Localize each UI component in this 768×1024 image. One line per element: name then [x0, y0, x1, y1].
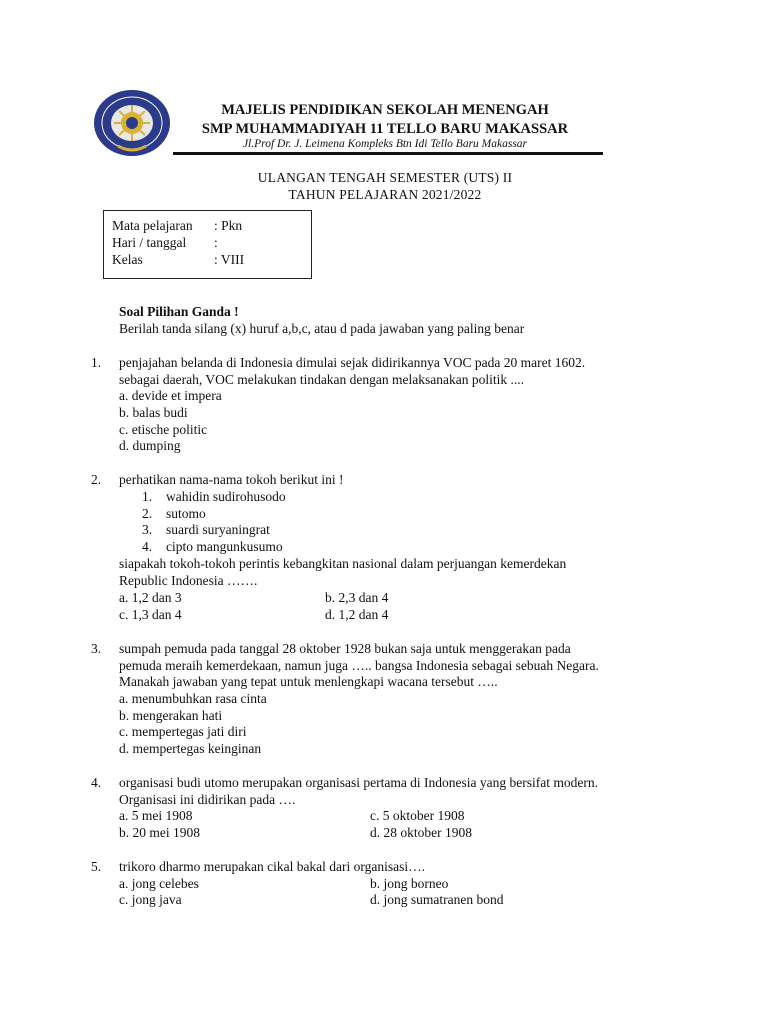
sub-item-number: 1. [142, 489, 153, 504]
answer-option: a. 5 mei 1908 [119, 808, 193, 823]
question-text: Organisasi ini didirikan pada …. [119, 792, 296, 807]
answer-option: d. mempertegas keinginan [119, 741, 262, 756]
question-text: siapakah tokoh-tokoh perintis kebangkitan nasional dalam perjuangan kemerdekan [119, 556, 567, 571]
info-box [103, 210, 312, 279]
question-text: penjajahan belanda di Indonesia dimulai sejak didirikannya VOC pada 20 maret 1602. [119, 355, 586, 370]
question-number: 3. [91, 641, 102, 656]
info-label-subject: Mata pelajaran [112, 218, 193, 233]
org-name: MAJELIS PENDIDIKAN SEKOLAH MENENGAH [221, 102, 549, 118]
answer-option: b. jong borneo [370, 876, 449, 891]
question-text: Manakah jawaban yang tepat untuk menlengkapi wacana tersebut ….. [119, 674, 498, 689]
answer-option: c. etische politic [119, 422, 208, 437]
sub-item-text: wahidin sudirohusodo [166, 489, 286, 504]
info-label-class: Kelas [112, 252, 143, 267]
answer-option: b. 20 mei 1908 [119, 825, 200, 840]
question-number: 5. [91, 859, 102, 874]
answer-option: c. mempertegas jati diri [119, 724, 247, 739]
sub-item-number: 3. [142, 522, 153, 537]
answer-option: a. jong celebes [119, 876, 199, 891]
answer-option: b. 2,3 dan 4 [325, 590, 389, 605]
answer-option: d. 28 oktober 1908 [370, 825, 472, 840]
exam-year: TAHUN PELAJARAN 2021/2022 [288, 187, 482, 202]
school-logo [93, 88, 171, 158]
question-text: perhatikan nama-nama tokoh berikut ini ! [119, 472, 344, 487]
answer-option: a. 1,2 dan 3 [119, 590, 182, 605]
answer-option: b. balas budi [119, 405, 188, 420]
question-text: pemuda meraih kemerdekaan, namun juga ….. bangsa Indonesia sebagai sebuah Negara. [119, 658, 599, 673]
question-text: sumpah pemuda pada tanggal 28 oktober 1928 bukan saja untuk menggerakan pada [119, 641, 571, 656]
answer-option: d. dumping [119, 438, 181, 453]
question-number: 4. [91, 775, 102, 790]
school-logo-icon [93, 88, 171, 158]
question-number: 2. [91, 472, 102, 487]
answer-option: b. mengerakan hati [119, 708, 223, 723]
sub-item-number: 4. [142, 539, 153, 554]
sub-item-text: cipto mangunkusumo [166, 539, 283, 554]
question-number: 1. [91, 355, 102, 370]
answer-option: d. 1,2 dan 4 [325, 607, 389, 622]
answer-option: a. menumbuhkan rasa cinta [119, 691, 267, 706]
sub-item-text: sutomo [166, 506, 206, 521]
answer-option: a. devide et impera [119, 388, 222, 403]
school-name: SMP MUHAMMADIYAH 11 TELLO BARU MAKASSAR [201, 121, 569, 137]
sub-item-number: 2. [142, 506, 153, 521]
info-value-class: : VIII [214, 252, 245, 267]
question-text: Republic Indonesia ……. [119, 573, 258, 588]
info-value-date: : [214, 235, 218, 250]
answer-option: c. 1,3 dan 4 [119, 607, 182, 622]
section-title: Soal Pilihan Ganda ! [119, 304, 239, 319]
question-text: sebagai daerah, VOC melakukan tindakan dengan melaksanakan politik .... [119, 372, 524, 387]
header-rule [173, 152, 603, 155]
question-text: trikoro dharmo merupakan cikal bakal dari organisasi…. [119, 859, 426, 874]
school-address: Jl.Prof Dr. J. Leimena Kompleks Btn Idi Tello Baru Makassar [242, 138, 528, 150]
answer-option: c. jong java [119, 892, 182, 907]
exam-title: ULANGAN TENGAH SEMESTER (UTS) II [257, 170, 513, 185]
info-value-subject: : Pkn [214, 218, 243, 233]
question-text: organisasi budi utomo merupakan organisasi pertama di Indonesia yang bersifat modern. [119, 775, 599, 790]
sub-item-text: suardi suryaningrat [166, 522, 270, 537]
info-label-date: Hari / tanggal [112, 235, 187, 250]
answer-option: c. 5 oktober 1908 [370, 808, 465, 823]
answer-option: d. jong sumatranen bond [370, 892, 504, 907]
section-instruction: Berilah tanda silang (x) huruf a,b,c, atau d pada jawaban yang paling benar [119, 321, 525, 336]
